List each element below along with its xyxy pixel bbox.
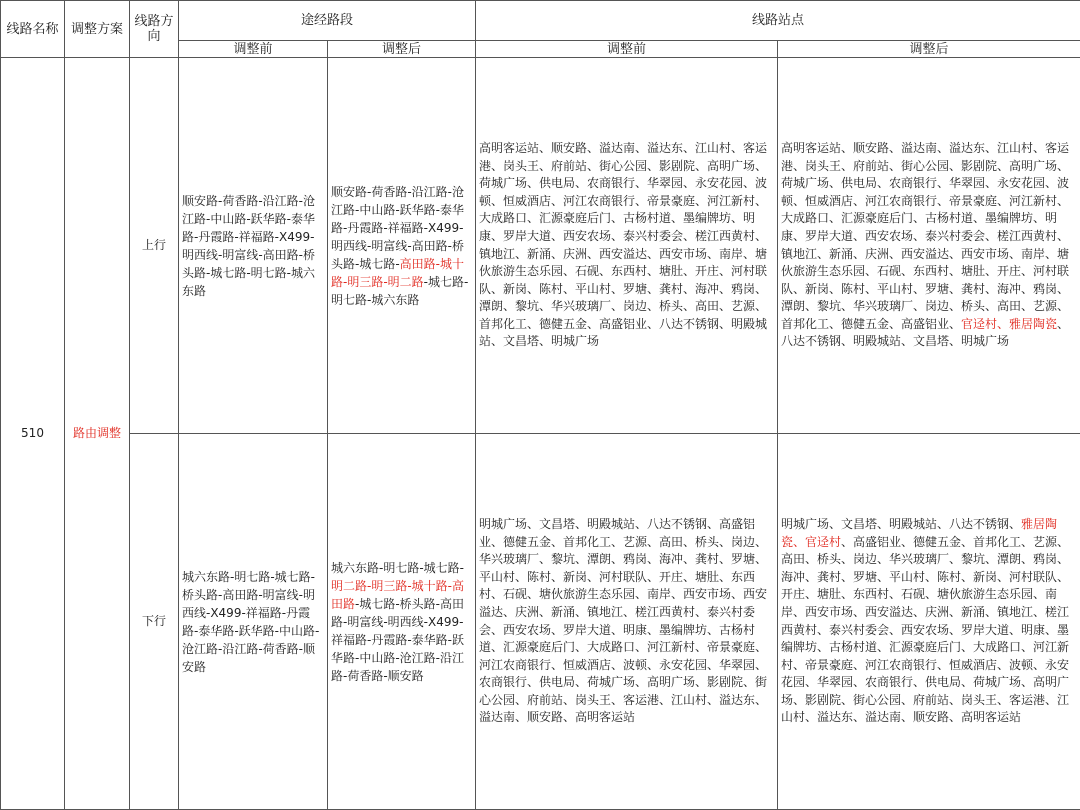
- down-stops-before: 明城广场、文昌塔、明殿城站、八达不锈钢、高盛铝业、德健五金、首邦化工、艺源、高田、桥头、岗边、华兴玻璃厂、黎坑、潭朗、鸦岗、海冲、龚村、罗塘、平山村、陈村、新岗、河村联队、开庄、塘肚、东西村、石砚、塘伙旅游生态乐园、南岸、西安市场、西安溢达、庆洲、新涌、镇地江、槎江西黄村、泰兴村委会、西安农场、罗岸大道、明康、墨编牌坊、古杨村道、汇源豪庭后门、大成路口、河江新村、帝景豪庭、河江农商银行、恒威酒店、波顿、永安花园、华翠园、农商银行、供电局、荷城广场、高明广场、影剧院、街心公园、府前站、岗头王、客运港、江山村、溢达东、溢达南、顺安路、高明客运站: [476, 434, 778, 810]
- header-stops-before: 调整前: [476, 41, 778, 58]
- down-stops-after-part3: 、高盛铝业、德健五金、首邦化工、艺源、高田、桥头、岗边、华兴玻璃厂、黎坑、潭朗、鸦岗、海冲、龚村、罗塘、平山村、陈村、新岗、河村联队、开庄、塘肚、东西村、石砚、塘伙旅游生态乐园、南岸、西安市场、西安溢达、庆洲、新涌、镇地江、槎江西黄村、泰兴村委会、西安农场、罗岸大道、明康、墨编牌坊、古杨村道、汇源豪庭后门、大成路口、河江新村、帝景豪庭、河江农商银行、恒威酒店、波顿、永安花园、华翠园、农商银行、供电局、荷城广场、高明广场、影剧院、街心公园、府前站、岗头王、客运港、江山村、溢达东、溢达南、顺安路、高明客运站: [781, 534, 1070, 725]
- up-stops-after-part3: 、八达不锈钢、明殿城站、文昌塔、明城广场: [781, 316, 1070, 349]
- down-path-after-part1: 城六东路-明七路-城七路-: [331, 560, 464, 575]
- up-path-after-part3: -城七路-明七路-城六东路: [331, 274, 469, 307]
- down-stops-after: [778, 434, 1080, 810]
- down-path-after-highlight: 明二路-明三路-城十路-高田路: [331, 578, 464, 611]
- header-direction: 线路方向: [130, 1, 179, 58]
- header-stops-after: 调整后: [778, 41, 1080, 58]
- direction-down: 下行: [130, 434, 179, 810]
- header-path-after: 调整后: [328, 41, 476, 58]
- up-stops-after: [778, 58, 1080, 434]
- up-path-after: [328, 58, 476, 434]
- up-path-before: 顺安路-荷香路-沿江路-沧江路-中山路-跃华路-泰华路-丹霞路-祥福路-X499-明西线-明富线-高田路-桥头路-城七路-明七路-城六东路: [179, 58, 328, 434]
- up-stops-after-part1: 高明客运站、顺安路、溢达南、溢达东、江山村、客运港、岗头王、府前站、街心公园、影剧院、高明广场、荷城广场、供电局、农商银行、华翠园、永安花园、波顿、恒威酒店、河江农商银行、帝景豪庭、河江新村、大成路口、汇源豪庭后门、古杨村道、墨编牌坊、明康、罗岸大道、西安农场、泰兴村委会、槎江西黄村、镇地江、新涌、庆洲、西安溢达、西安市场、南岸、塘伙旅游生态乐园、石砚、东西村、塘肚、开庄、河村联队、新岗、陈村、平山村、罗塘、龚村、海冲、鸦岗、潭朗、黎坑、华兴玻璃厂、岗边、桥头、高田、艺源、首邦化工、德健五金、高盛铝业、: [781, 140, 1070, 331]
- down-path-before: 城六东路-明七路-城七路-桥头路-高田路-明富线-明西线-X499-祥福路-丹霞路-泰华路-跃华路-中山路-沧江路-沿江路-荷香路-顺安路: [179, 434, 328, 810]
- header-path-before: 调整前: [179, 41, 328, 58]
- down-path-after: [328, 434, 476, 810]
- down-stops-after-highlight: 雅居陶瓷、官迳村: [781, 516, 1058, 549]
- up-path-after-highlight: 高田路-城十路-明三路-明二路: [331, 256, 465, 289]
- header-path-segment: 途经路段: [179, 1, 476, 41]
- header-route-name: 线路名称: [1, 1, 65, 58]
- header-stops: 线路站点: [476, 1, 1080, 41]
- route-number: 510: [1, 58, 65, 810]
- direction-up: 上行: [130, 58, 179, 434]
- header-plan: 调整方案: [65, 1, 130, 58]
- up-path-after-part1: 顺安路-荷香路-沿江路-沧江路-中山路-跃华路-泰华路-丹霞路-祥福路-X499-明西线-明富线-高田路-桥头路-城七路-: [331, 184, 464, 271]
- adjustment-plan: 路由调整: [65, 58, 130, 810]
- up-stops-after-highlight: 官迳村、雅居陶瓷: [961, 316, 1058, 331]
- down-stops-after-part1: 明城广场、文昌塔、明殿城站、八达不锈钢、: [781, 516, 1022, 531]
- down-path-after-part3: -城七路-桥头路-高田路-明富线-明西线-X499-祥福路-丹霞路-泰华路-跃华路-中山路-沧江路-沿江路-荷香路-顺安路: [331, 596, 465, 683]
- up-stops-before: 高明客运站、顺安路、溢达南、溢达东、江山村、客运港、岗头王、府前站、街心公园、影剧院、高明广场、荷城广场、供电局、农商银行、华翠园、永安花园、波顿、恒威酒店、河江农商银行、帝景豪庭、河江新村、大成路口、汇源豪庭后门、古杨村道、墨编牌坊、明康、罗岸大道、西安农场、泰兴村委会、槎江西黄村、镇地江、新涌、庆洲、西安溢达、西安市场、南岸、塘伙旅游生态乐园、石砚、东西村、塘肚、开庄、河村联队、新岗、陈村、平山村、罗塘、龚村、海冲、鸦岗、潭朗、黎坑、华兴玻璃厂、岗边、桥头、高田、艺源、首邦化工、德健五金、高盛铝业、八达不锈钢、明殿城站、文昌塔、明城广场: [476, 58, 778, 434]
